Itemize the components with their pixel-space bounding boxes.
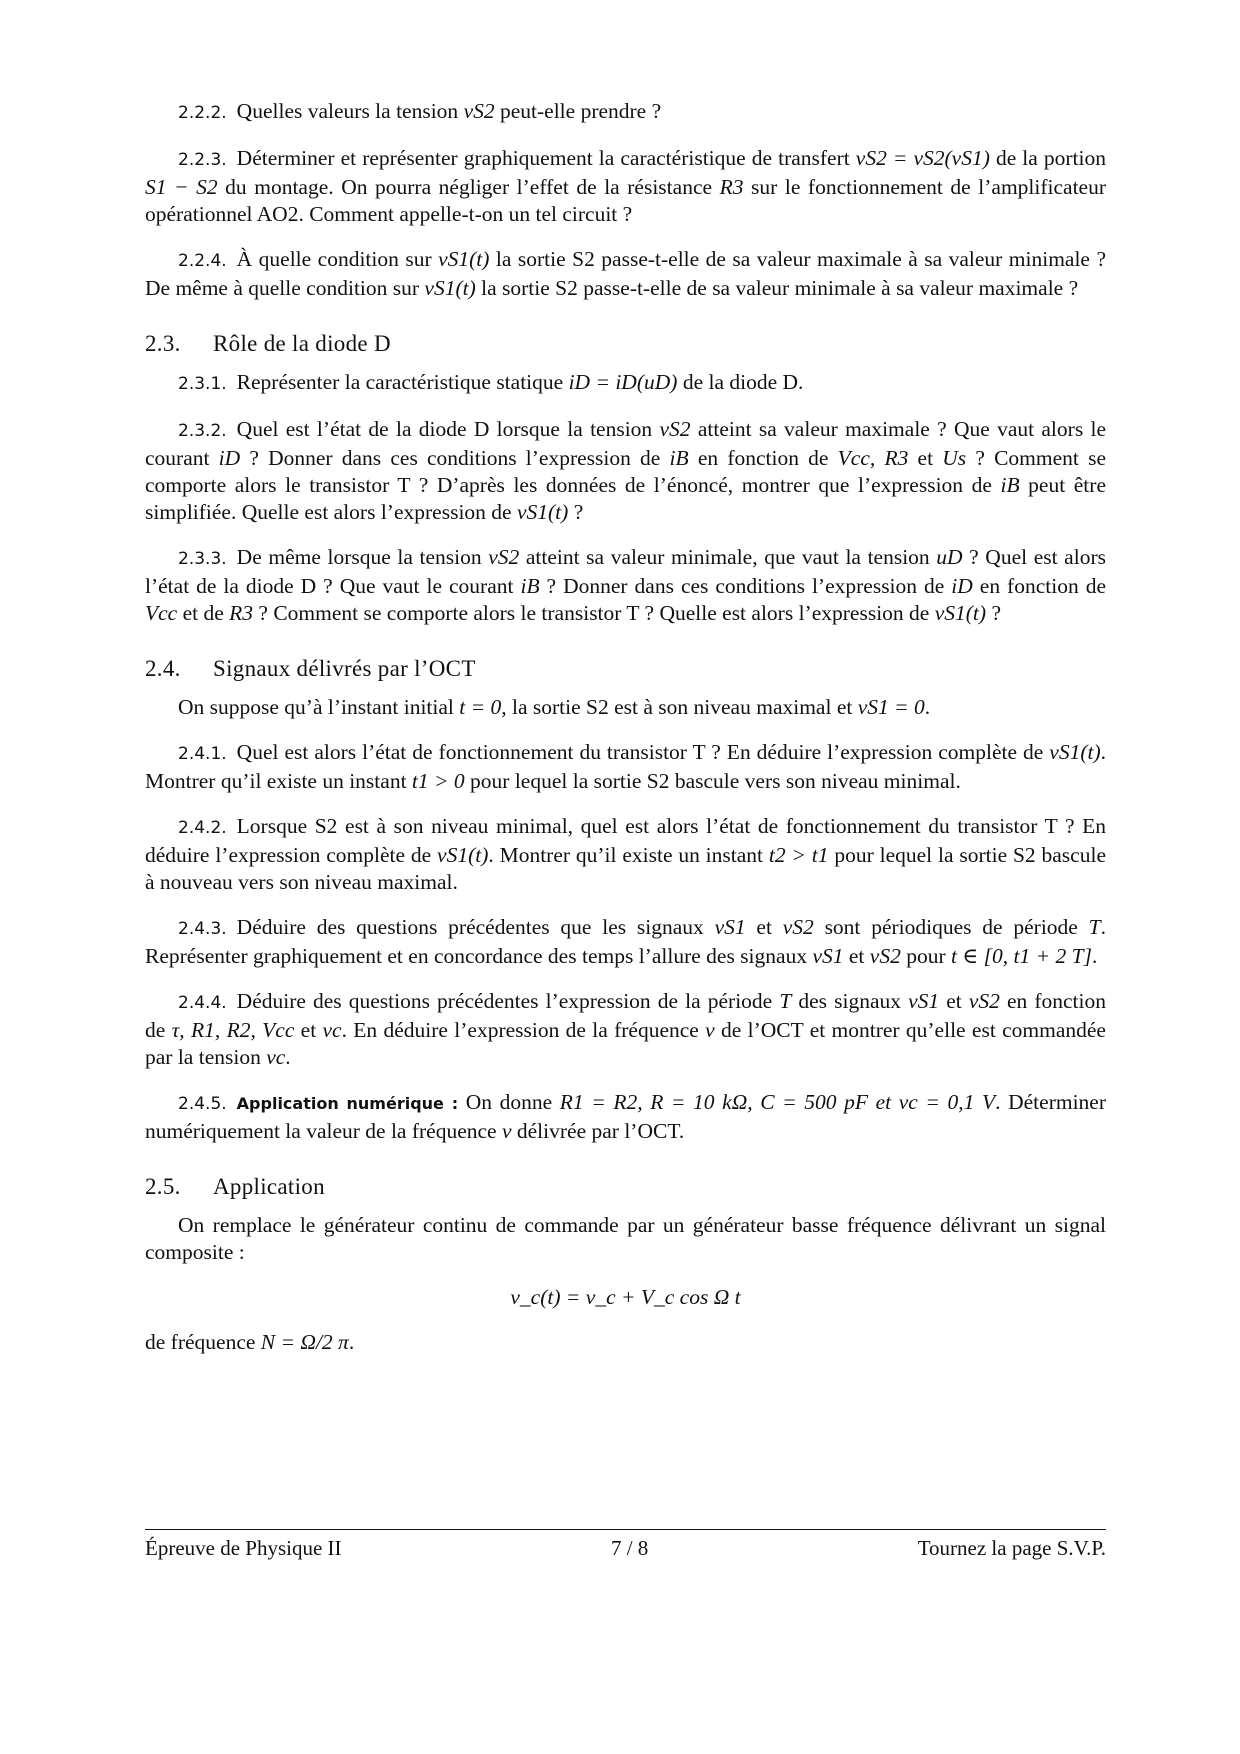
question-number: 2.4.3.: [178, 919, 227, 939]
section-heading-2-4: 2.4. Signaux délivrés par l’OCT: [145, 656, 476, 681]
question-2-2-3: 2.2.3. Déterminer et représenter graphiquement la caractéristique de transfert vS2 = vS2(vS1) de la portion S1 − S2 du montage. On pourra négliger l’effet de la résistance R3 sur le fonctionnement de l’amplificateur opérationnel AO2. Comment appelle-t-on un tel circuit ?: [145, 146, 1107, 226]
question-2-2-2: 2.2.2. Quelles valeurs la tension vS2 peut-elle prendre ?: [178, 99, 662, 123]
question-number: 2.3.3.: [178, 549, 227, 569]
question-2-4-3: 2.4.3. Déduire des questions précédentes que les signaux vS1 et vS2 sont périodiques de période T. Représenter graphiquement et en concordance des temps l’allure des signaux vS1 et vS2 pour t ∈ [0, t1 + 2 T].: [145, 915, 1106, 968]
math-r3: R3: [719, 175, 744, 199]
section-2-5-intro: On remplace le générateur continu de commande par un générateur basse fréquence délivrant un signal composite :: [145, 1213, 1106, 1264]
footer-page-number: 7 / 8: [610, 1536, 649, 1560]
question-number: 2.2.3.: [178, 150, 227, 170]
math-s1-s2: S1 − S2: [145, 175, 218, 199]
question-2-4-5: 2.4.5. Application numérique : On donne R1 = R2, R = 10 kΩ, C = 500 pF et vc = 0,1 V. Déterminer numériquement la valeur de la fréquence ν délivrée par l’OCT.: [145, 1090, 1107, 1143]
question-2-4-4: 2.4.4. Déduire des questions précédentes l’expression de la période T des signaux vS1 et vS2 en fonction de τ, R1, R2, Vcc et vc. En déduire l’expression de la fréquence ν de l’OCT et montrer qu’elle est commandée par la tension vc.: [145, 989, 1106, 1069]
math-vs1t: vS1(t): [438, 247, 490, 271]
question-number: 2.4.5.: [178, 1094, 227, 1114]
section-heading-2-3: 2.3. Rôle de la diode D: [145, 331, 391, 356]
question-2-4-1: 2.4.1. Quel est alors l’état de fonctionnement du transistor T ? En déduire l’expression complète de vS1(t). Montrer qu’il existe un instant t1 > 0 pour lequel la sortie S2 bascule vers son niveau minimal.: [145, 740, 1106, 793]
question-number: 2.3.2.: [178, 421, 227, 441]
math-vs1t: vS1(t): [424, 276, 476, 300]
section-2-4-intro: On suppose qu’à l’instant initial t = 0, la sortie S2 est à son niveau maximal et vS1 = 0.: [178, 695, 931, 719]
section-heading-2-5: 2.5. Application: [145, 1174, 325, 1199]
math-transfer: vS2 = vS2(vS1): [855, 146, 990, 170]
math-vs2: vS2: [463, 99, 495, 123]
math-id-ud: iD = iD(uD): [568, 370, 678, 394]
question-2-3-1: 2.3.1. Représenter la caractéristique statique iD = iD(uD) de la diode D.: [178, 370, 804, 394]
application-label: Application numérique :: [236, 1094, 459, 1113]
question-number: 2.3.1.: [178, 374, 227, 394]
page-content: [145, 98, 1106, 1374]
question-2-3-2: 2.3.2. Quel est l’état de la diode D lorsque la tension vS2 atteint sa valeur maximale ? Que vaut alors le courant iD ? Donner dans ces conditions l’expression de iB en fonction de Vcc, R3 et Us ? Comment se comporte alors le transistor T ? D’après les données de l’énoncé, montrer que l’expression de iB peut être simplifiée. Quelle est alors l’expression de vS1(t) ?: [145, 417, 1106, 524]
question-number: 2.4.2.: [178, 818, 227, 838]
question-number: 2.4.1.: [178, 744, 227, 764]
footer-turn-page: Tournez la page S.V.P.: [917, 1536, 1106, 1560]
question-number: 2.2.4.: [178, 251, 227, 271]
question-2-4-2: 2.4.2. Lorsque S2 est à son niveau minimal, quel est alors l’état de fonctionnement du transistor T ? En déduire l’expression complète de vS1(t). Montrer qu’il existe un instant t2 > t1 pour lequel la sortie S2 bascule à nouveau vers son niveau maximal.: [145, 814, 1106, 894]
question-number: 2.2.2.: [178, 103, 227, 123]
equation-vc: v_c(t) = v_c + V_c cos Ω t: [510, 1285, 741, 1309]
footer-exam-title: Épreuve de Physique II: [145, 1536, 342, 1560]
question-2-3-3: 2.3.3. De même lorsque la tension vS2 atteint sa valeur minimale, que vaut la tension uD ? Quel est alors l’état de la diode D ? Que vaut le courant iB ? Donner dans ces conditions l’expression de iD en fonction de Vcc et de R3 ? Comment se comporte alors le transistor T ? Quelle est alors l’expression de vS1(t) ?: [145, 545, 1106, 625]
question-number: 2.4.4.: [178, 993, 227, 1013]
question-2-2-4: 2.2.4. À quelle condition sur vS1(t) la sortie S2 passe-t-elle de sa valeur maximale à sa valeur minimale ? De même à quelle condition sur vS1(t) la sortie S2 passe-t-elle de sa valeur minimale à sa valeur maximale ?: [145, 247, 1106, 300]
page-footer: [145, 1529, 1106, 1561]
frequency-definition: de fréquence N = Ω/2 π.: [145, 1330, 355, 1354]
